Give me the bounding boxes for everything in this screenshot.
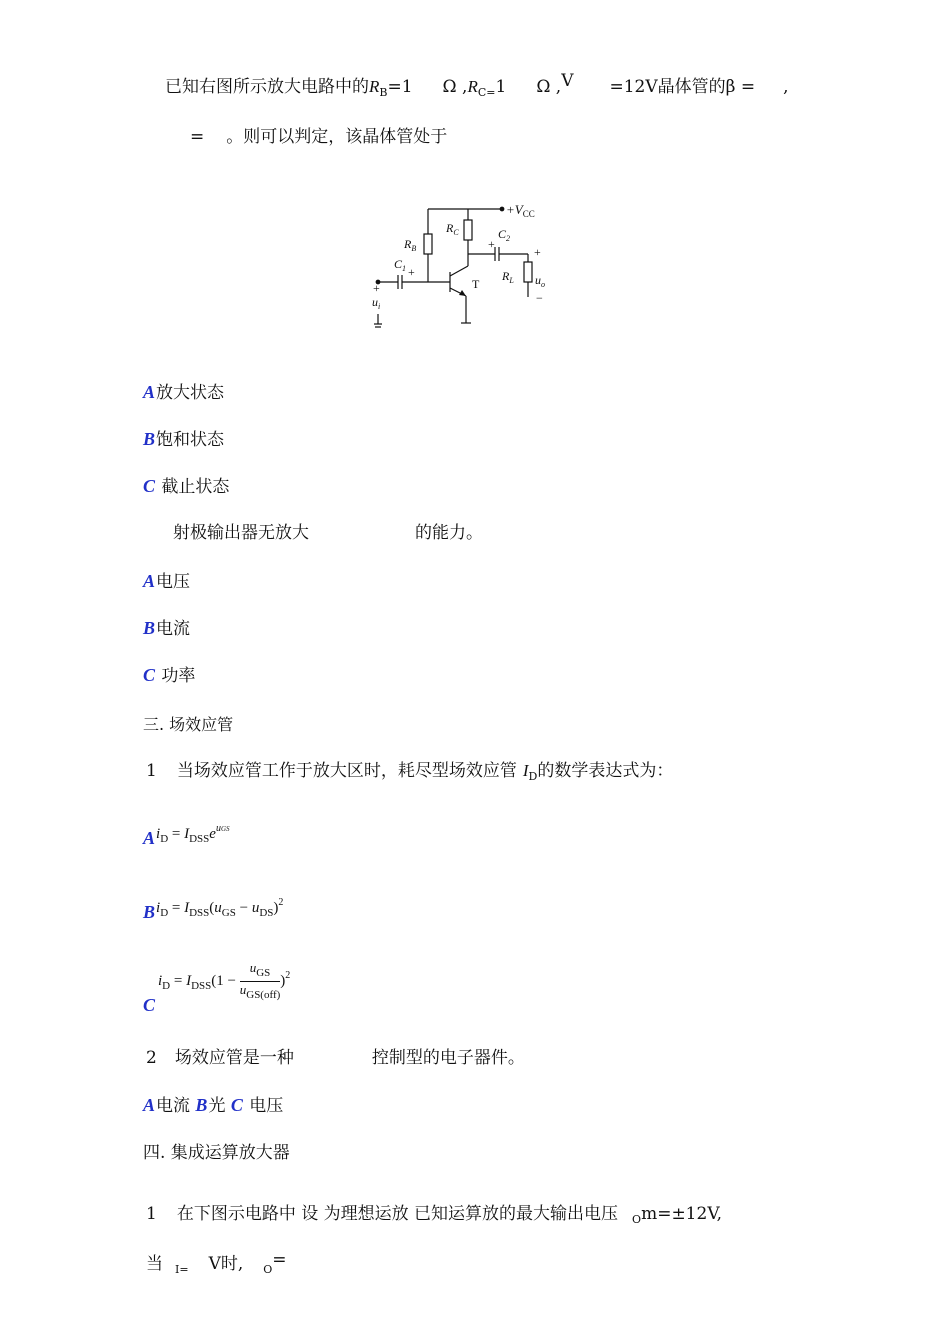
rb-label: $R_B$ — [404, 237, 417, 253]
ohm-1: Ω , — [442, 77, 468, 97]
c2-plus: + — [488, 237, 495, 251]
s4-line2-b: V时, — [208, 1254, 244, 1274]
rc-subscript: C= — [477, 86, 496, 99]
c1-plus: + — [408, 265, 415, 279]
ui-label: $u_i$ — [372, 295, 381, 311]
q1-prefix: 已知右图所示放大电路中的 — [165, 77, 369, 97]
q2-option-a[interactable] — [143, 570, 190, 593]
option-letter: C — [143, 995, 156, 1015]
q1-line1 — [165, 71, 789, 104]
s3-q2-part1: 场效应管是一种 — [174, 1048, 294, 1068]
rl-label: $R_L$ — [502, 269, 514, 285]
option-letter: C — [143, 476, 156, 496]
vcc-beta: =12V晶体管的β = — [609, 77, 756, 97]
s4-q1-line2 — [146, 1250, 287, 1281]
option-letter: A — [143, 1095, 156, 1115]
q2-question — [173, 522, 483, 544]
option-letter: C — [230, 1095, 243, 1115]
s4-q1 — [146, 1203, 722, 1231]
s4-q1-text: 在下图示电路中 设 为理想运放 已知运算放的最大输出电压 — [176, 1204, 619, 1224]
q1-line2 — [190, 126, 447, 148]
option-text: 功率 — [161, 666, 196, 686]
option-letter: A — [143, 382, 156, 402]
id-subscript: D — [528, 770, 538, 783]
option-text: 电流 — [156, 619, 191, 639]
uo-subscript: O — [263, 1263, 273, 1276]
s3-q1-tail: 的数学表达式为： — [537, 761, 674, 781]
rc-label: $R_C$ — [446, 221, 459, 237]
option-letter: B — [143, 429, 156, 449]
s4-line2-c: = — [272, 1250, 287, 1270]
option-text: 饱和状态 — [156, 430, 225, 450]
q1-option-a[interactable] — [143, 381, 224, 404]
s3-q2-part2: 控制型的电子器件。 — [371, 1048, 525, 1068]
vcc-label: $+V_{CC}$ — [506, 202, 535, 219]
ui-plus: + — [373, 281, 380, 295]
s3-option-a[interactable] — [143, 818, 230, 850]
rb-subscript: B — [379, 86, 388, 99]
option-text: 电流 — [156, 1096, 191, 1116]
option-text: 截止状态 — [161, 477, 230, 497]
option-letter: C — [143, 665, 156, 685]
s3-q2-option-c[interactable] — [231, 1096, 283, 1116]
s3-q1 — [146, 760, 673, 788]
uo-label: $u_o$ — [535, 273, 545, 289]
q2-option-c[interactable] — [143, 664, 195, 687]
option-letter: B — [143, 618, 156, 638]
rc-symbol: R — [467, 77, 478, 96]
s3-q2-option-a[interactable] — [143, 1096, 190, 1116]
formula-a: $i_D = I_{DSS}e^{uGS}$ — [156, 823, 230, 845]
s4-line2-a: 当 — [146, 1254, 163, 1274]
s3-option-b[interactable] — [143, 892, 283, 924]
s3-q2-number: 2 — [146, 1048, 157, 1068]
s3-q2-options — [143, 1094, 283, 1117]
q2-part2: 的能力。 — [415, 523, 483, 543]
ohm-2: Ω , — [536, 77, 562, 97]
option-letter: B — [143, 902, 156, 922]
q1-judgement: 。则可以判定，该晶体管处于 — [226, 127, 448, 147]
formula-b: $i_D = I_{DSS}(u_{GS} - u_{DS})^2$ — [156, 897, 284, 919]
c1-label: $C_1$ — [394, 257, 407, 273]
v-symbol: V — [561, 71, 574, 91]
uom-subscript: O — [632, 1213, 642, 1226]
option-text: 光 — [208, 1096, 226, 1116]
amplifier-circuit-diagram — [360, 192, 570, 340]
option-text: 放大状态 — [156, 383, 225, 403]
id-symbol: I — [522, 761, 529, 780]
uo-minus: − — [536, 291, 543, 305]
transistor-label: T — [472, 277, 480, 291]
option-letter: B — [195, 1095, 208, 1115]
s4-q1-number: 1 — [146, 1204, 157, 1224]
q1-option-c[interactable] — [143, 475, 229, 498]
q1-comma: , — [783, 77, 789, 97]
s3-option-c[interactable] — [143, 994, 156, 1017]
s3-q2-option-b[interactable] — [195, 1096, 225, 1116]
rc-value: 1 — [495, 77, 507, 97]
q2-option-b[interactable] — [143, 617, 190, 640]
q1-option-b[interactable] — [143, 428, 224, 451]
section4-heading: 四. 集成运算放大器 — [143, 1143, 290, 1163]
formula-c: $i_D = I_{DSS}(1$ − $\frac{u_{GS}}{u_{GS(off)}}$ )$^2$ — [158, 960, 291, 1001]
section3-heading: 三. 场效应管 — [143, 715, 234, 734]
q2-part1: 射极输出器无放大 — [173, 523, 309, 543]
c2-label: $C_2$ — [498, 227, 511, 243]
rb-value: =1 — [387, 77, 413, 97]
s3-q1-text: 当场效应管工作于放大区时，耗尽型场效应管 — [176, 761, 517, 781]
rb-symbol: R — [369, 77, 380, 96]
s3-q1-number: 1 — [146, 761, 157, 781]
option-letter: A — [143, 828, 156, 848]
option-text: 电压 — [249, 1096, 284, 1116]
uom-tail: m=±12V, — [641, 1204, 723, 1224]
option-letter: A — [143, 571, 156, 591]
q1-eq: = — [190, 127, 205, 147]
uo-plus: + — [534, 245, 541, 259]
ui-subscript: I= — [175, 1263, 189, 1276]
s3-q2 — [146, 1047, 525, 1069]
option-text: 电压 — [156, 572, 191, 592]
